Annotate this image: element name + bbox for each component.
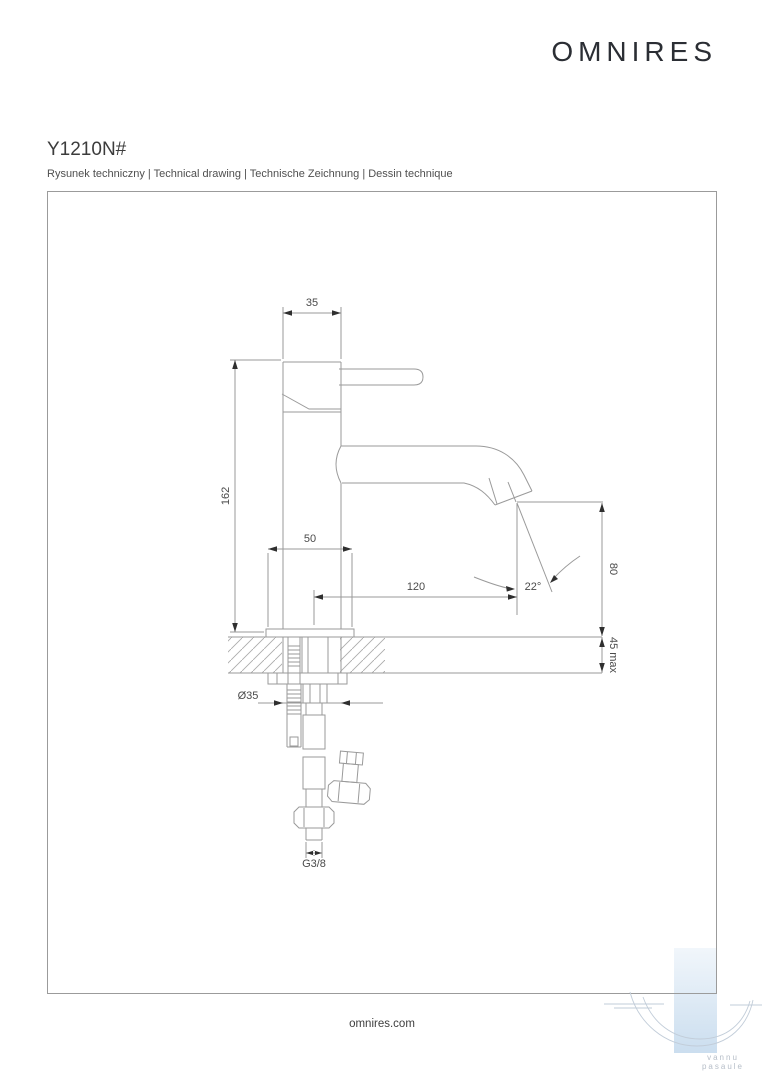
dim-total-height: 162 bbox=[220, 486, 232, 506]
faucet-outline bbox=[266, 362, 532, 637]
dim-spout-width: 35 bbox=[305, 297, 319, 309]
supply-hose-center bbox=[294, 684, 334, 840]
dim-hole-diameter: Ø35 bbox=[237, 690, 259, 702]
dim-stream-angle: 22° bbox=[524, 581, 542, 593]
watermark-text bbox=[696, 1053, 750, 1071]
watermark-line2: pasaule bbox=[701, 1062, 745, 1071]
dim-base-width: 50 bbox=[303, 533, 317, 545]
brand-logo: OMNIRES bbox=[551, 36, 717, 67]
drawing-subtitle: Rysunek techniczny | Technical drawing | Technische Zeichnung | Dessin technique bbox=[47, 168, 453, 180]
product-code: Y1210N# bbox=[47, 139, 127, 160]
supply-hose-right bbox=[327, 750, 373, 804]
countertop-section bbox=[228, 637, 602, 673]
dim-mount-thickness: 45 max bbox=[607, 636, 619, 674]
dim-outlet-height: 80 bbox=[607, 562, 619, 576]
dim-spout-reach: 120 bbox=[406, 581, 426, 593]
dim-connection-thread: G3/8 bbox=[302, 858, 326, 870]
footer-website: omnires.com bbox=[349, 1018, 415, 1030]
watermark-line1: vannu bbox=[707, 1053, 739, 1062]
